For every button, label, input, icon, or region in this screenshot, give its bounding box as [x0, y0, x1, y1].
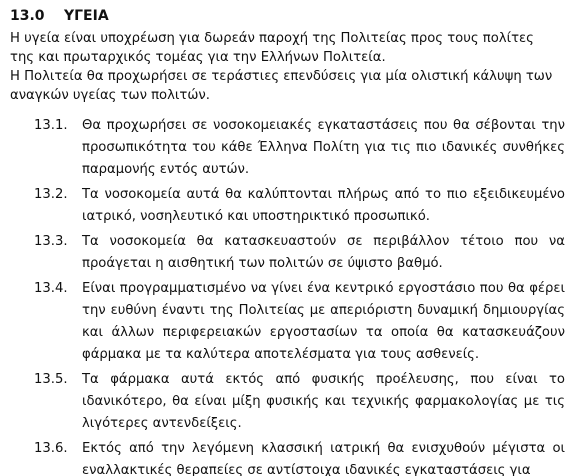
- item-text: Είναι προγραμματισμένο να γίνει ένα κεντρικό εργοστάσιο που θα φέρει την ευθύνη έναντι της Πολιτείας με απεριόριστη δυναμική δημιουργίας και άλλων περιφερειακών εργοστασίων τα οποία θα κατασκευάζουν φάρμακα με τα καλύτερα αποτελέσματα για τους ασθενείς.: [82, 281, 565, 362]
- item-text: Θα προχωρήσει σε νοσοκομειακές εγκαταστάσεις που θα σέβονται την προσωπικότητα του κάθε Έλληνα Πολίτη για τις πιο ιδανικές συνθήκες παραμονής εντός αυτών.: [82, 118, 565, 177]
- item-text: Εκτός από την λεγόμενη κλασσική ιατρική θα ενισχυθούν μέγιστα οι εναλλακτικές θεραπείες σε αντίστοιχα ιδανικές εγκαταστάσεις για: [82, 441, 565, 476]
- list-item: [34, 231, 565, 275]
- intro-paragraphs: [10, 29, 555, 105]
- item-text: Τα νοσοκομεία θα κατασκευαστούν σε περιβάλλον τέτοιο που να προάγεται η αισθητική των πολιτών σε ύψιστο βαθμό.: [82, 234, 565, 271]
- section-heading: [10, 7, 109, 25]
- list-item: [34, 115, 565, 181]
- section-number: 13.0: [10, 8, 45, 24]
- item-text: Τα νοσοκομεία αυτά θα καλύπτονται πλήρως από το πιο εξειδικευμένο ιατρικό, νοσηλευτικό και υποστηρικτικό προσωπικό.: [82, 187, 565, 224]
- intro-paragraph: Η υγεία είναι υποχρέωση για δωρεάν παροχή της Πολιτείας προς τους πολίτες της και πρωταρχικός τομέας για την Ελλήνων Πολιτεία.: [10, 31, 534, 65]
- list-item: [34, 278, 565, 366]
- item-number: 13.2.: [34, 187, 68, 202]
- list-item: [34, 369, 565, 435]
- list-item: [34, 184, 565, 228]
- item-text: Τα φάρμακα αυτά εκτός από φυσικής προέλευσης, που είναι το ιδανικότερο, θα είναι μίξη φυσικής και τεχνικής φαρμακολογίας με τις λιγότερες αντενδείξεις.: [82, 372, 565, 431]
- item-number: 13.6.: [34, 441, 68, 456]
- intro-paragraph: Η Πολιτεία θα προχωρήσει σε τεράστιες επενδύσεις για μία ολιστική κάλυψη των αναγκών υγείας των πολιτών.: [10, 69, 553, 103]
- numbered-list: [34, 115, 565, 476]
- item-number: 13.4.: [34, 281, 68, 296]
- item-number: 13.5.: [34, 372, 68, 387]
- item-number: 13.3.: [34, 234, 68, 249]
- list-item: [34, 438, 565, 476]
- section-title: ΥΓΕΙΑ: [64, 8, 109, 24]
- item-number: 13.1.: [34, 118, 68, 133]
